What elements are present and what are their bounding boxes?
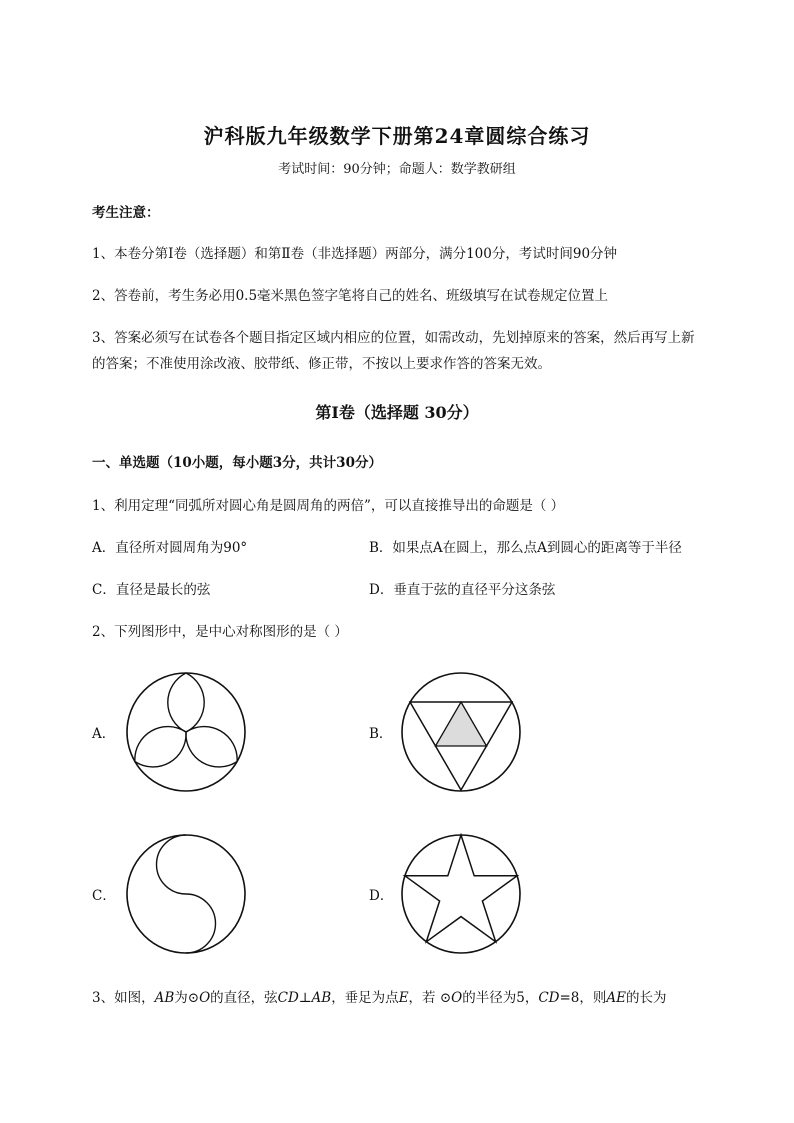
- q1-stem: 1、利用定理“同弧所对圆心角是圆周角的两倍”，可以直接推导出的命题是（ ）: [92, 498, 565, 514]
- q2-label-b: B．: [369, 726, 393, 742]
- figure-a-three-arcs: [124, 670, 248, 794]
- q1-option-b: B．如果点A在圆上，那么点A到圆心的距离等于半径: [369, 540, 682, 556]
- q3-stem: 3、如图，AB为⊙O的直径，弦CD⊥AB，垂足为点E，若 ⊙O的半径为5，CD=8，则AE的长为: [92, 990, 667, 1006]
- exam-info: 考试时间：90分钟；命题人：数学教研组: [278, 162, 516, 177]
- figure-c-s-curve: [124, 832, 248, 956]
- notice-item-2: 2、答卷前，考生务必用0.5毫米黑色签字笔将自己的姓名、班级填写在试卷规定位置上: [92, 288, 609, 304]
- q2-label-a: A．: [92, 726, 116, 742]
- figure-b-triangle-in-circle: [399, 670, 523, 794]
- figure-d-star: [399, 832, 523, 956]
- part-heading: 一、单选题（10小题，每小题3分，共计30分）: [92, 455, 382, 471]
- section-title: 第Ⅰ卷（选择题 30分）: [315, 403, 479, 422]
- notice-heading: 考生注意：: [92, 205, 160, 221]
- q1-option-d: D．垂直于弦的直径平分这条弦: [369, 582, 556, 598]
- q2-label-d: D．: [369, 888, 394, 904]
- notice-item-1: 1、本卷分第Ⅰ卷（选择题）和第Ⅱ卷（非选择题）两部分，满分100分，考试时间90分钟: [92, 246, 618, 262]
- q1-option-a: A．直径所对圆周角为90°: [92, 540, 248, 556]
- q2-label-c: C．: [92, 888, 116, 904]
- q1-option-c: C．直径是最长的弦: [92, 582, 211, 598]
- notice-item-3-line-2: 的答案；不准使用涂改液、胶带纸、修正带，不按以上要求作答的答案无效。: [92, 356, 551, 372]
- page-title: 沪科版九年级数学下册第24章圆综合练习: [203, 124, 591, 148]
- notice-item-3-line-1: 3、答案必须写在试卷各个题目指定区域内相应的位置，如需改动，先划掉原来的答案，然后再写上新: [92, 330, 695, 346]
- q2-stem: 2、下列图形中，是中心对称图形的是（ ）: [92, 624, 348, 640]
